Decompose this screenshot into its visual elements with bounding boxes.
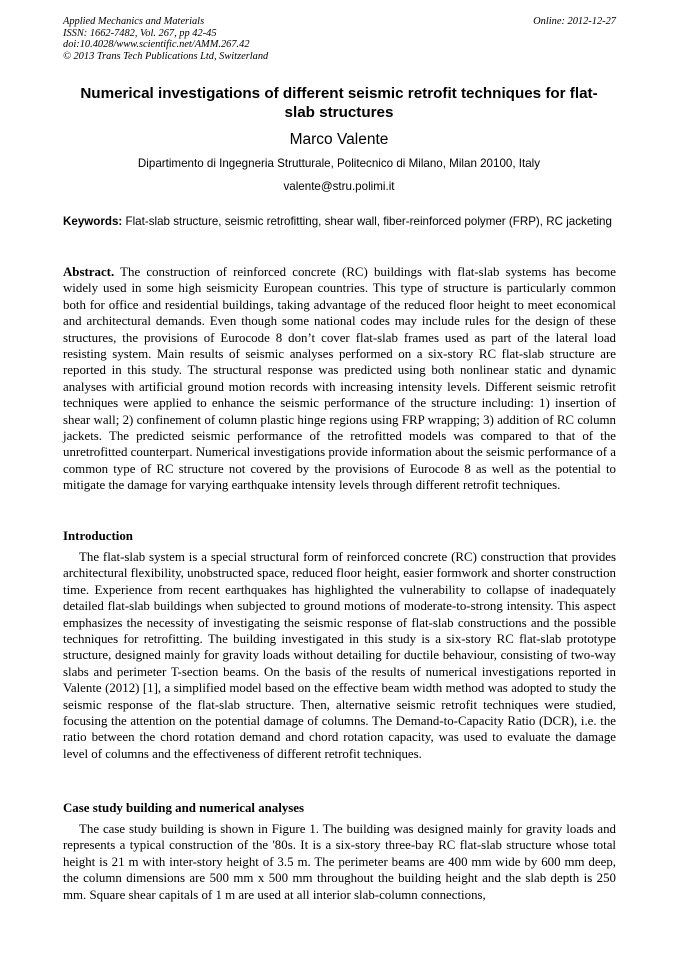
keywords-label: Keywords:: [63, 215, 123, 228]
keywords-text: Flat-slab structure, seismic retrofitting, shear wall, fiber-reinforced polymer (FRP), RC jacketing: [125, 215, 612, 228]
copyright-line: © 2013 Trans Tech Publications Ltd, Switzerland: [63, 50, 269, 62]
online-date: Online: 2012-12-27: [533, 16, 616, 27]
author-name: Marco Valente: [289, 131, 389, 148]
paper-title: Numerical investigations of different seismic retrofit techniques for flat-slab structures: [80, 85, 598, 121]
author-email: valente@stru.polimi.it: [283, 180, 395, 193]
case-study-heading: Case study building and numerical analyses: [63, 801, 305, 815]
author-affiliation: Dipartimento di Ingegneria Strutturale, Politecnico di Milano, Milan 20100, Italy: [137, 157, 541, 170]
journal-header: [63, 16, 616, 62]
abstract-label: Abstract.: [63, 265, 115, 279]
introduction-paragraph: The flat-slab system is a special structural form of reinforced concrete (RC) construction that provides architectural flexibility, unobstructed space, reduced floor height, easier formwork and shorter construction time. Experience from recent earthquakes has highlighted the vulnerability to collapse of inadequately detailed flat-slab buildings when subjected to ground motions of moderate-to-strong intensity. This aspect emphasizes the necessity of investigating the seismic response of flat-slab constructions and the possible techniques for retrofitting. The building investigated in this study is a six-story RC flat-slab prototype structure, designed mainly for gravity loads without detailing for ductile behaviour, consisting of two-way slabs and perimeter T-section beams. On the basis of the results of numerical investigations reported in Valente (2012) [1], a simplified model based on the effective beam width method was adopted to study the seismic response of the flat-slab structure. Then, alternative seismic retrofit techniques were studied, focusing the attention on the potential damage of columns. The Demand-to-Capacity Ratio (DCR), i.e. the ratio between the chord rotation demand and chord rotation capacity, was used to evaluate the damage level of columns and the effectiveness of different retrofit techniques.: [63, 550, 616, 761]
case-study-paragraph: The case study building is shown in Figure 1. The building was designed mainly for gravity loads and represents a typical construction of the '80s. It is a six-story three-bay RC flat-slab structure whose total height is 21 m with inter-story height of 3.5 m. The perimeter beams are 400 mm wide by 600 mm deep, the column dimensions are 500 mm x 500 mm throughout the building height and the slab depth is 250 mm. Square shear capitals of 1 m are used at all interior slab-column connections,: [63, 822, 616, 902]
abstract: [63, 264, 616, 494]
abstract-text: The construction of reinforced concrete (RC) buildings with flat-slab systems has become widely used in some high seismicity European countries. This type of structure is particularly common both for office and residential buildings, taking advantage of the reduced floor height to meet economical and architectural demands. Even though some national codes may include rules for the design of these structures, the provisions of Eurocode 8 don’t cover flat-slab frames used as part of the lateral load resisting system. Main results of seismic analyses performed on a six-story RC flat-slab structure are reported in this study. The structural response was predicted using both nonlinear static and dynamic analyses with artificial ground motion records with increasing intensity levels. Different seismic retrofit techniques were applied to enhance the seismic performance of the structure including: 1) insertion of shear wall; 2) confinement of column plastic hinge regions using FRP wrapping; 3) addition of RC column jackets. The predicted seismic performance of the retrofitted models was compared to that of the unretrofitted counterpart. Numerical investigations provide information about the seismic performance of a common type of RC structure not covered by the provisions of Eurocode 8 as well as the potential to mitigate the damage for varying earthquake intensity levels through different retrofit techniques.: [63, 265, 616, 493]
journal-name: Applied Mechanics and Materials: [63, 16, 205, 27]
keywords: [63, 214, 616, 230]
issn-line: ISSN: 1662-7482, Vol. 267, pp 42-45: [63, 27, 217, 39]
doi-line: doi:10.4028/www.scientific.net/AMM.267.42: [63, 39, 250, 51]
introduction-heading: Introduction: [63, 529, 133, 543]
